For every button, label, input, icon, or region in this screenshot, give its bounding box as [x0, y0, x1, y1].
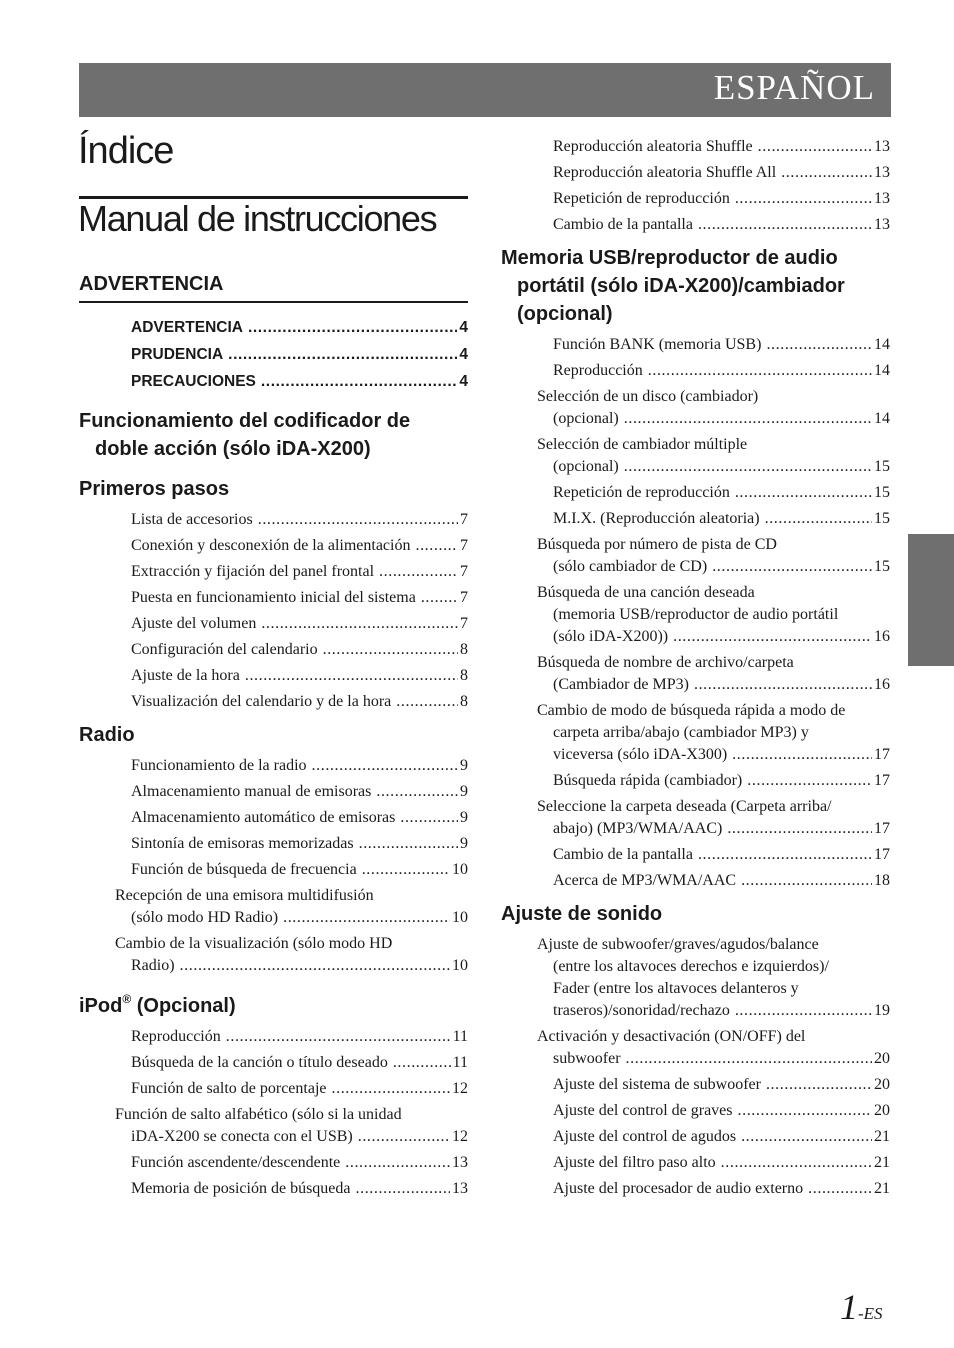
toc-entry-label: Lista de accesorios [131, 511, 253, 528]
toc-list-ajuste-sonido [501, 934, 890, 1200]
toc-entry-label: Ajuste del filtro paso alto [553, 1154, 716, 1171]
toc-entry-page: 13 [874, 164, 890, 181]
toc-leader [362, 859, 450, 881]
toc-leader [261, 370, 457, 393]
toc-entry-page: 4 [459, 373, 468, 390]
toc-entry-page: 4 [459, 346, 468, 363]
toc-entry-label: PRUDENCIA [131, 346, 224, 363]
toc-entry[interactable] [89, 1078, 468, 1100]
toc-leader [735, 482, 872, 504]
toc-leader [721, 1152, 872, 1174]
toc-entry-label: Acerca de MP3/WMA/AAC [553, 872, 737, 889]
toc-entry-page: 12 [452, 1128, 468, 1145]
toc-entry[interactable] [89, 561, 468, 583]
toc-leader [180, 955, 450, 977]
toc-entry-page: 13 [874, 190, 890, 207]
toc-entry-label: Puesta en funcionamiento inicial del sistema [131, 589, 416, 606]
toc-leader [712, 556, 872, 578]
toc-leader [735, 188, 872, 210]
toc-entry-lead: Función de salto alfabético (sólo si la unidad [115, 1106, 402, 1123]
toc-entry-page: 9 [460, 809, 468, 826]
toc-entry-label: Función de salto de porcentaje [131, 1080, 327, 1097]
toc-entry-page: 17 [874, 846, 890, 863]
toc-entry-page: 20 [874, 1102, 890, 1119]
toc-leader [727, 818, 872, 840]
toc-leader [356, 1178, 451, 1200]
toc-entry-label: (sólo iDA-X200)) [553, 628, 669, 645]
toc-leader [261, 613, 458, 635]
toc-entry-page: 10 [452, 861, 468, 878]
toc-leader [808, 1178, 872, 1200]
toc-entry-page: 21 [874, 1128, 890, 1145]
toc-leader [376, 781, 458, 803]
toc-entry-label: Visualización del calendario y de la hora [131, 693, 392, 710]
toc-entry-label: Reproducción aleatoria Shuffle All [553, 164, 777, 181]
toc-entry-page: 10 [452, 957, 468, 974]
toc-entry[interactable] [511, 796, 890, 840]
page-number-suffix: -ES [858, 1304, 883, 1323]
toc-entry-label: Conexión y desconexión de la alimentación [131, 537, 411, 554]
toc-entry[interactable] [511, 770, 890, 792]
toc-entry-lead: Selección de cambiador múltiple [537, 436, 748, 453]
toc-leader [228, 343, 457, 366]
page-title: Índice [78, 130, 174, 172]
toc-entry[interactable] [511, 360, 890, 382]
toc-entry[interactable] [89, 1052, 468, 1074]
toc-entry-label: Búsqueda rápida (cambiador) [553, 772, 743, 789]
toc-entry-label: Ajuste del sistema de subwoofer [553, 1076, 761, 1093]
toc-leader [415, 535, 458, 557]
toc-entry-page: 13 [452, 1154, 468, 1171]
toc-entry-page: 7 [460, 615, 468, 632]
toc-entry-page: 15 [874, 458, 890, 475]
toc-entry-label: Función de búsqueda de frecuencia [131, 861, 357, 878]
toc-list-memoria-usb [501, 334, 890, 892]
toc-entry-page: 19 [874, 1002, 890, 1019]
toc-leader [732, 744, 872, 766]
toc-entry-lead-line: carpeta arriba/abajo (cambiador MP3) y [553, 724, 809, 741]
toc-entry-page: 7 [460, 563, 468, 580]
toc-leader [332, 1078, 451, 1100]
toc-entry-label: Reproducción [553, 362, 643, 379]
toc-entry-label: Ajuste de la hora [131, 667, 240, 684]
toc-right-column [501, 136, 890, 1204]
toc-entry-lead: Búsqueda por número de pista de CD [537, 536, 777, 553]
toc-entry-label: (Cambiador de MP3) [553, 676, 689, 693]
side-thumb-tab [908, 534, 954, 666]
section-heading-primeros-pasos: Primeros pasos [79, 478, 230, 500]
toc-entry-page: 11 [452, 1054, 468, 1071]
toc-leader [766, 334, 872, 356]
toc-entry[interactable] [89, 343, 468, 366]
toc-entry-page: 8 [460, 667, 468, 684]
toc-entry-label: viceversa (sólo iDA-X300) [553, 746, 728, 763]
toc-leader [741, 870, 872, 892]
toc-entry-page: 20 [874, 1076, 890, 1093]
toc-entry[interactable] [89, 755, 468, 777]
toc-entry-page: 21 [874, 1180, 890, 1197]
toc-entry[interactable] [89, 639, 468, 661]
toc-entry[interactable] [511, 1074, 890, 1096]
toc-entry-label: Almacenamiento automático de emisoras [131, 809, 396, 826]
toc-entry-label: M.I.X. (Reproducción aleatoria) [553, 510, 760, 527]
toc-leader [673, 626, 872, 648]
toc-leader [323, 639, 458, 661]
toc-leader [359, 833, 458, 855]
toc-entry[interactable] [511, 482, 890, 504]
toc-entry[interactable] [89, 833, 468, 855]
toc-leader [379, 561, 458, 583]
toc-entry[interactable] [511, 1152, 890, 1174]
toc-entry-page: 17 [874, 820, 890, 837]
toc-entry[interactable] [89, 535, 468, 557]
toc-entry-label: Memoria de posición de búsqueda [131, 1180, 351, 1197]
toc-entry-lead: Ajuste de subwoofer/graves/agudos/balance [537, 936, 819, 953]
toc-entry-page: 17 [874, 746, 890, 763]
toc-entry-page: 12 [452, 1080, 468, 1097]
toc-entry[interactable] [511, 162, 890, 184]
toc-entry[interactable] [511, 188, 890, 210]
toc-leader [396, 691, 458, 713]
toc-entry-label: Almacenamiento manual de emisoras [131, 783, 372, 800]
toc-entry-label: Repetición de reproducción [553, 190, 730, 207]
toc-entry-label: (opcional) [553, 458, 619, 475]
toc-entry[interactable] [89, 885, 468, 929]
toc-entry-page: 15 [874, 558, 890, 575]
toc-entry-page: 20 [874, 1050, 890, 1067]
toc-entry-page: 10 [452, 909, 468, 926]
toc-entry[interactable] [89, 691, 468, 713]
toc-entry-lead: Seleccione la carpeta deseada (Carpeta arriba/ [537, 798, 832, 815]
toc-entry-label: Ajuste del control de graves [553, 1102, 733, 1119]
toc-entry-label: PRECAUCIONES [131, 373, 256, 390]
toc-entry-lead: Búsqueda de una canción deseada [537, 584, 755, 601]
toc-entry[interactable] [89, 807, 468, 829]
toc-entry-lead: Recepción de una emisora multidifusión [115, 887, 374, 904]
toc-entry[interactable] [89, 587, 468, 609]
toc-entry[interactable] [511, 1100, 890, 1122]
toc-entry[interactable] [511, 214, 890, 236]
toc-leader [624, 408, 872, 430]
toc-entry-label: Reproducción [131, 1028, 221, 1045]
toc-entry[interactable] [511, 844, 890, 866]
toc-entry-label: abajo) (MP3/WMA/AAC) [553, 820, 723, 837]
page-number [840, 1286, 883, 1328]
toc-leader [747, 770, 872, 792]
toc-entry-page: 14 [874, 336, 890, 353]
toc-entry-label: Función ascendente/descendente [131, 1154, 341, 1171]
toc-entry[interactable] [89, 613, 468, 635]
toc-entry-label: iDA-X200 se conecta con el USB) [131, 1128, 353, 1145]
toc-leader [358, 1126, 450, 1148]
toc-entry-label: traseros)/sonoridad/rechazo [553, 1002, 730, 1019]
toc-leader [312, 755, 458, 777]
toc-leader [741, 1126, 872, 1148]
toc-leader [694, 674, 872, 696]
toc-entry-page: 21 [874, 1154, 890, 1171]
toc-entry-page: 9 [460, 783, 468, 800]
toc-entry[interactable] [511, 1026, 890, 1070]
toc-entry-lead: Búsqueda de nombre de archivo/carpeta [537, 654, 794, 671]
toc-entry[interactable] [511, 386, 890, 430]
toc-entry-page: 14 [874, 410, 890, 427]
toc-leader [283, 907, 450, 929]
toc-entry-label: Función BANK (memoria USB) [553, 336, 762, 353]
toc-entry-page: 16 [874, 628, 890, 645]
toc-entry-page: 8 [460, 641, 468, 658]
toc-leader [393, 1052, 451, 1074]
toc-left-column [79, 256, 468, 1204]
toc-entry-page: 9 [460, 835, 468, 852]
toc-entry[interactable] [89, 370, 468, 393]
toc-entry-label: Búsqueda de la canción o título deseado [131, 1054, 388, 1071]
toc-leader [766, 1074, 872, 1096]
toc-entry-page: 13 [874, 138, 890, 155]
toc-entry-label: Ajuste del procesador de audio externo [553, 1180, 804, 1197]
toc-leader [735, 1000, 872, 1022]
toc-entry-lead-line: (entre los altavoces derechos e izquierdos)/ [553, 958, 829, 975]
toc-list-advertencia [79, 316, 468, 393]
toc-entry-lead-line: (memoria USB/reproductor de audio portátil [553, 606, 839, 623]
toc-entry[interactable] [89, 509, 468, 531]
toc-entry[interactable] [89, 1104, 468, 1148]
section-heading-ajuste-sonido: Ajuste de sonido [501, 903, 663, 925]
toc-leader [258, 509, 458, 531]
section-heading-memoria-usb: Memoria USB/reproductor de audio portátil (sólo iDA-X200)/cambiador (opcional) [501, 247, 845, 325]
section-heading-radio: Radio [79, 724, 135, 746]
ipod-heading-text: iPod [79, 995, 123, 1017]
toc-entry-page: 13 [874, 216, 890, 233]
toc-entry-label: Sintonía de emisoras memorizadas [131, 835, 354, 852]
toc-entry[interactable] [511, 434, 890, 478]
ipod-heading-suffix: (Opcional) [131, 995, 236, 1017]
toc-entry[interactable] [511, 652, 890, 696]
toc-list-radio [79, 755, 468, 977]
toc-leader [245, 665, 458, 687]
registered-mark: ® [122, 992, 132, 1006]
toc-entry[interactable] [511, 136, 890, 158]
toc-entry[interactable] [89, 933, 468, 977]
toc-entry-page: 16 [874, 676, 890, 693]
toc-entry-label: Repetición de reproducción [553, 484, 730, 501]
toc-entry[interactable] [89, 665, 468, 687]
toc-entry[interactable] [89, 859, 468, 881]
toc-entry-page: 15 [874, 510, 890, 527]
language-label: ESPAÑOL [713, 68, 875, 107]
toc-entry-label: subwoofer [553, 1050, 621, 1067]
toc-leader [698, 214, 872, 236]
toc-entry-label: (sólo modo HD Radio) [131, 909, 279, 926]
toc-list-ipod [79, 1026, 468, 1200]
toc-entry[interactable] [89, 1152, 468, 1174]
toc-entry-label: Extracción y fijación del panel frontal [131, 563, 375, 580]
toc-leader [738, 1100, 873, 1122]
toc-entry[interactable] [89, 316, 468, 339]
toc-entry[interactable] [511, 534, 890, 578]
toc-entry-lead-line: Fader (entre los altavoces delanteros y [553, 980, 799, 997]
page-subtitle: Manual de instrucciones [78, 198, 437, 239]
toc-entry-page: 14 [874, 362, 890, 379]
toc-entry-label: Cambio de la pantalla [553, 216, 693, 233]
toc-leader [345, 1152, 450, 1174]
toc-entry[interactable] [511, 508, 890, 530]
toc-entry[interactable] [511, 582, 890, 648]
toc-entry-page: 17 [874, 772, 890, 789]
toc-leader [421, 587, 458, 609]
toc-leader [624, 456, 872, 478]
toc-entry-label: Ajuste del control de agudos [553, 1128, 737, 1145]
toc-entry-page: 7 [460, 589, 468, 606]
toc-list-ipod-continued [501, 136, 890, 236]
toc-leader [648, 360, 872, 382]
toc-entry-page: 15 [874, 484, 890, 501]
toc-entry[interactable] [511, 1178, 890, 1200]
page-number-value: 1 [840, 1287, 858, 1327]
toc-entry-label: Configuración del calendario [131, 641, 318, 658]
toc-entry-lead: Activación y desactivación (ON/OFF) del [537, 1028, 806, 1045]
toc-leader [626, 1048, 872, 1070]
toc-entry[interactable] [511, 870, 890, 892]
toc-entry-lead: Selección de un disco (cambiador) [537, 388, 759, 405]
toc-entry-page: 7 [460, 511, 468, 528]
toc-entry[interactable] [511, 1126, 890, 1148]
language-banner [79, 63, 891, 117]
toc-entry-lead: Cambio de modo de búsqueda rápida a modo de [537, 702, 846, 719]
section-heading-funcionamiento: Funcionamiento del codificador de doble acción (sólo iDA-X200) [79, 410, 411, 460]
toc-leader [781, 162, 872, 184]
toc-leader [765, 508, 872, 530]
toc-leader [698, 844, 872, 866]
toc-entry-lead: Cambio de la visualización (sólo modo HD [115, 935, 393, 952]
toc-entry-page: 11 [452, 1028, 468, 1045]
toc-entry-label: Reproducción aleatoria Shuffle [553, 138, 753, 155]
toc-entry-label: (opcional) [553, 410, 619, 427]
toc-entry-label: (sólo cambiador de CD) [553, 558, 708, 575]
toc-entry-page: 18 [874, 872, 890, 889]
toc-entry[interactable] [89, 1178, 468, 1200]
toc-entry-label: Ajuste del volumen [131, 615, 257, 632]
toc-entry-label: Cambio de la pantalla [553, 846, 693, 863]
toc-entry-label: ADVERTENCIA [131, 319, 243, 336]
section-heading-advertencia: ADVERTENCIA [79, 270, 468, 303]
toc-leader [400, 807, 458, 829]
toc-entry[interactable] [511, 700, 890, 766]
section-heading-ipod [79, 985, 468, 1020]
toc-list-primeros-pasos [79, 509, 468, 713]
toc-entry-page: 7 [460, 537, 468, 554]
toc-entry-label: Radio) [131, 957, 175, 974]
toc-leader [248, 316, 457, 339]
toc-entry[interactable] [511, 934, 890, 1022]
toc-entry[interactable] [89, 1026, 468, 1048]
toc-entry-page: 13 [452, 1180, 468, 1197]
toc-leader [758, 136, 872, 158]
toc-leader [226, 1026, 451, 1048]
toc-entry-page: 4 [459, 319, 468, 336]
toc-entry-page: 8 [460, 693, 468, 710]
toc-entry-page: 9 [460, 757, 468, 774]
toc-entry[interactable] [89, 781, 468, 803]
toc-entry-label: Funcionamiento de la radio [131, 757, 307, 774]
toc-entry[interactable] [511, 334, 890, 356]
